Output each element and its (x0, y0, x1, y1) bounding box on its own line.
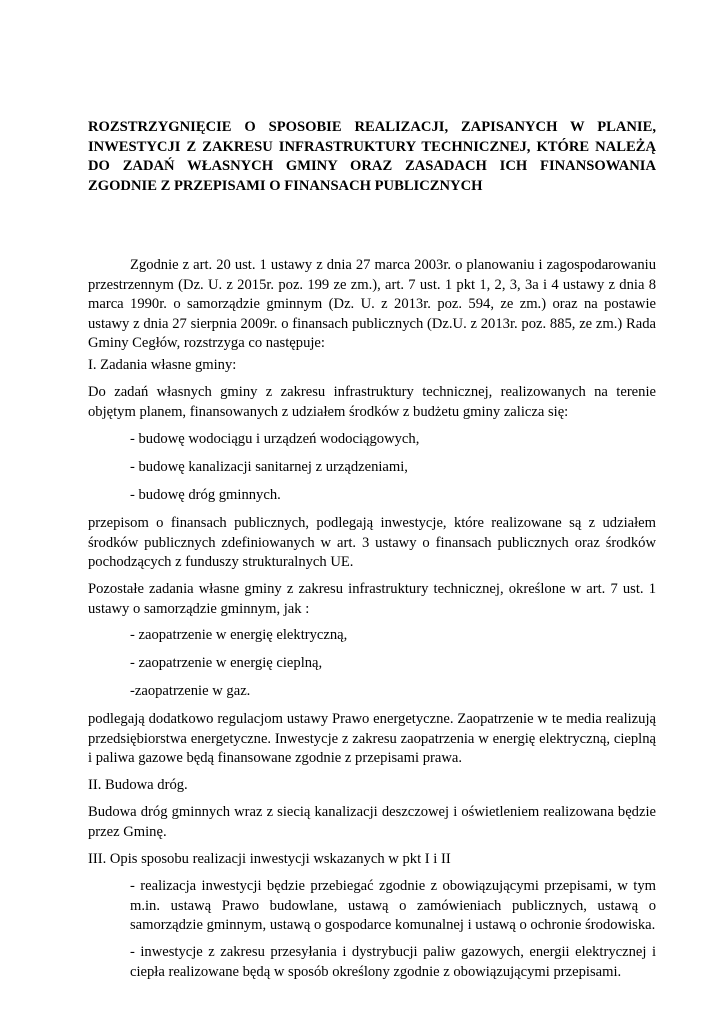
list-item: - budowę kanalizacji sanitarnej z urządzeniami, (130, 459, 408, 475)
section2-heading: II. Budowa dróg. (88, 777, 188, 793)
list-item: - budowę wodociągu i urządzeń wodociągowych, (130, 431, 420, 447)
document-title: ROZSTRZYGNIĘCIE O SPOSOBIE REALIZACJI, ZAPISANYCH W PLANIE, INWESTYCJI Z ZAKRESU INFRASTRUKTURY TECHNICZNEJ, KTÓRE NALEŻĄ DO ZADAŃ WŁASNYCH GMINY ORAZ ZASADACH ICH FINANSOWANIA ZGODNIE Z PRZEPISAMI O FINANSACH PUBLICZNYCH (88, 119, 656, 194)
list-item: -zaopatrzenie w gaz. (130, 683, 251, 699)
intro-paragraph: Zgodnie z art. 20 ust. 1 ustawy z dnia 27 marca 2003r. o planowaniu i zagospodarowaniu przestrzennym (Dz. U. z 2015r. poz. 199 ze zm.), art. 7 ust. 1 pkt 1, 2, 3, 3a i 4 ustawy z dnia 8 marca 1990r. o samorządzie gminnym (Dz. U. z 2013r. poz. 594, ze zm.) oraz na postawie ustawy z dnia 27 sierpnia 2009r. o finansach publicznych (Dz.U. z 2013r. poz. 885, ze zm.) Rada Gminy Cegłów, rozstrzyga co następuje: (88, 257, 656, 351)
list-item: - zaopatrzenie w energię elektryczną, (130, 627, 348, 643)
list-item: - budowę dróg gminnych. (130, 487, 281, 503)
section1-paragraph-2: przepisom o finansach publicznych, podlegają inwestycje, które realizowane są z udziałem środków publicznych zdefiniowanych w art. 3 ustawy o finansach publicznych oraz środków pochodzących z funduszy strukturalnych UE. (88, 515, 656, 570)
section1-heading: I. Zadania własne gminy: (88, 357, 237, 373)
list-item: - realizacja inwestycji będzie przebiegać zgodnie z obowiązującymi przepisami, w tym m.in. ustawą Prawo budowlane, ustawą o zamówieniach publicznych, ustawą o samorządzie gminnym, ustawą o gospodarce komunalnej i ustawą o ochronie środowiska. (130, 878, 656, 933)
section2-paragraph: Budowa dróg gminnych wraz z siecią kanalizacji deszczowej i oświetleniem realizowana będzie przez Gminę. (88, 804, 656, 840)
section1-paragraph: Do zadań własnych gminy z zakresu infrastruktury technicznej, realizowanych na terenie objętym planem, finansowanych z udziałem środków z budżetu gminy zalicza się: (88, 384, 656, 420)
section3-heading: III. Opis sposobu realizacji inwestycji wskazanych w pkt I i II (88, 851, 451, 867)
section1-paragraph-3: Pozostałe zadania własne gminy z zakresu infrastruktury technicznej, określone w art. 7 ust. 1 ustawy o samorządzie gminnym, jak : (88, 581, 656, 617)
section1-paragraph-4: podlegają dodatkowo regulacjom ustawy Prawo energetyczne. Zaopatrzenie w te media realizują przedsiębiorstwa energetyczne. Inwestycje z zakresu zaopatrzenia w energię elektryczną, cieplną i paliwa gazowe będą finansowane zgodnie z przepisami prawa. (88, 711, 656, 766)
list-item: - zaopatrzenie w energię cieplną, (130, 655, 323, 671)
list-item: - inwestycje z zakresu przesyłania i dystrybucji paliw gazowych, energii elektrycznej i ciepła realizowane będą w sposób określony zgodnie z obowiązującymi przepisami. (130, 944, 656, 980)
